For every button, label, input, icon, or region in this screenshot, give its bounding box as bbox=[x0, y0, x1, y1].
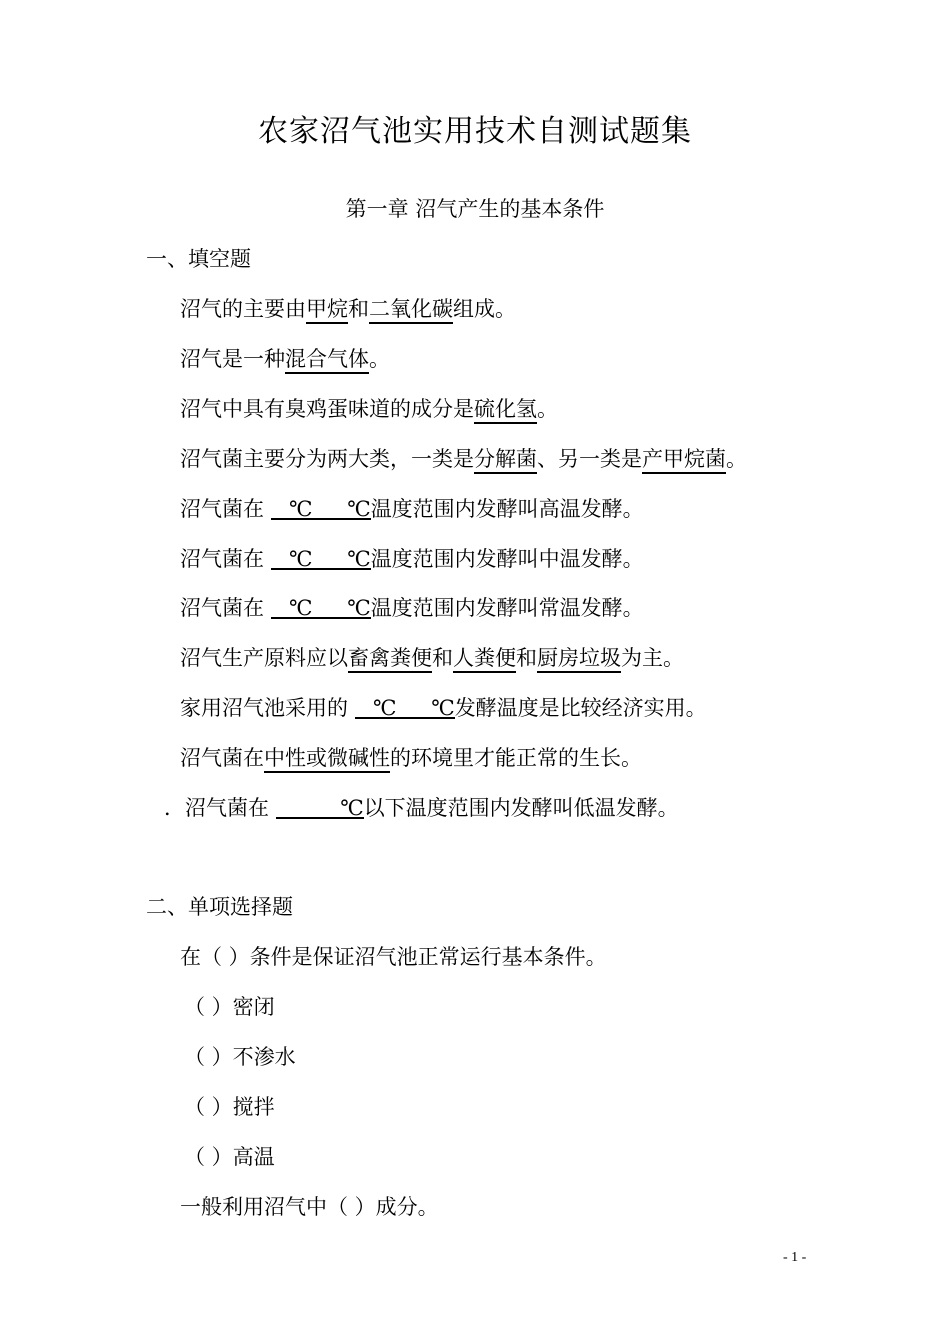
page-number: - 1 - bbox=[783, 1250, 807, 1265]
answer: 产甲烷菌 bbox=[642, 447, 726, 474]
choice-option: （ ）密闭 bbox=[184, 995, 275, 1019]
choice-question-2: 一般利用沼气中（ ）成分。 bbox=[180, 1195, 439, 1219]
fill-question-2: 沼气是一种混合气体。 bbox=[180, 342, 390, 376]
answer: 人粪便 bbox=[453, 646, 516, 673]
fill-question-4: 沼气菌主要分为两大类，一类是分解菌、另一类是产甲烷菌。 bbox=[180, 442, 747, 476]
fill-question-3: 沼气中具有臭鸡蛋味道的成分是硫化氢。 bbox=[180, 392, 558, 426]
fill-question-5: 沼气菌在 ℃ ℃温度范围内发酵叫高温发酵。 bbox=[180, 492, 644, 526]
temperature-blank: ℃ ℃ bbox=[271, 492, 371, 520]
chapter-heading: 第一章 沼气产生的基本条件 bbox=[345, 197, 605, 221]
answer: 中性或微碱性 bbox=[264, 746, 390, 773]
temperature-blank: ℃ ℃ bbox=[271, 542, 371, 570]
fill-question-9: 家用沼气池采用的 ℃ ℃发酵温度是比较经济实用。 bbox=[180, 691, 707, 725]
fill-question-1: 沼气的主要由甲烷和二氧化碳组成。 bbox=[180, 292, 516, 326]
answer: 二氧化碳 bbox=[369, 297, 453, 324]
answer: 厨房垃圾 bbox=[537, 646, 621, 673]
choice-option: （ ）不渗水 bbox=[184, 1045, 296, 1069]
answer: 甲烷 bbox=[306, 297, 348, 324]
section-heading-single-choice: 二、单项选择题 bbox=[146, 895, 293, 919]
temperature-blank: ℃ ℃ bbox=[355, 691, 455, 719]
fill-question-8: 沼气生产原料应以畜禽粪便和人粪便和厨房垃圾为主。 bbox=[180, 641, 684, 675]
temperature-blank: ℃ bbox=[276, 791, 364, 819]
fill-question-6: 沼气菌在 ℃ ℃温度范围内发酵叫中温发酵。 bbox=[180, 542, 644, 576]
fill-question-7: 沼气菌在 ℃ ℃温度范围内发酵叫常温发酵。 bbox=[180, 591, 644, 625]
choice-question-1: 在（ ）条件是保证沼气池正常运行基本条件。 bbox=[180, 945, 607, 969]
bullet: ． bbox=[164, 796, 185, 820]
choice-option: （ ）高温 bbox=[184, 1145, 275, 1169]
fill-question-10: 沼气菌在中性或微碱性的环境里才能正常的生长。 bbox=[180, 741, 642, 775]
fill-question-11: ．沼气菌在 ℃以下温度范围内发酵叫低温发酵。 bbox=[164, 791, 679, 825]
answer: 分解菌 bbox=[474, 447, 537, 474]
choice-option: （ ）搅拌 bbox=[184, 1095, 275, 1119]
answer: 硫化氢 bbox=[474, 397, 537, 424]
document-title: 农家沼气池实用技术自测试题集 bbox=[258, 114, 692, 149]
section-heading-fill-in: 一、填空题 bbox=[146, 247, 251, 271]
answer: 混合气体 bbox=[285, 347, 369, 374]
temperature-blank: ℃ ℃ bbox=[271, 591, 371, 619]
answer: 畜禽粪便 bbox=[348, 646, 432, 673]
